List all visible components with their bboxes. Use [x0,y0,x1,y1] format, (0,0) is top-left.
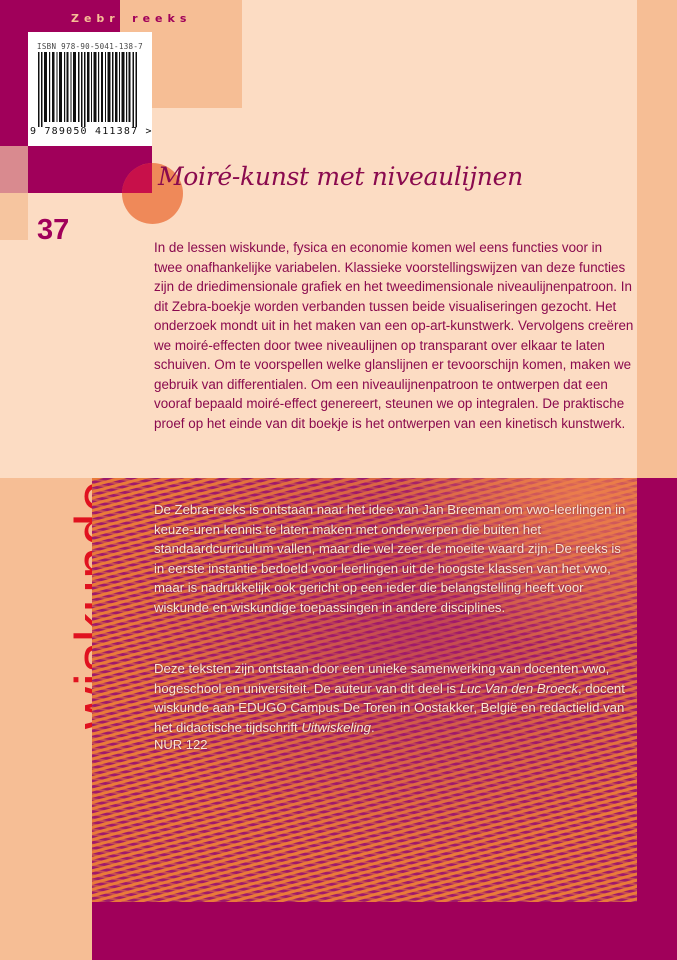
author-text-1: Deze teksten zijn ontstaan door een unieke samenwerking van docenten vwo, hogeschool en universiteit. De auteur van dit deel is [154,661,610,696]
series-label-part2: reeks [132,12,192,25]
ean-digits: 9 789050 411387 > [30,126,153,137]
author-description [154,659,634,737]
barcode-bars-icon [38,52,138,127]
series-description: De Zebra-reeks is ontstaan naar het idee van Jan Breeman om vwo-leerlingen in keuze-uren kennis te laten maken met onderwerpen die buiten het standaardcurriculum vallen, maar die wel zeer de moeite waard zijn. De reeks is in eerste instantie bedoeld voor leerlingen uit de hoogste klassen van het vwo, maar is nadrukkelijk ook gericht op een ieder die belangstelling heeft voor wiskunde en wiskundige toepassingen in andere disciplines. [154,502,626,615]
barcode [28,32,152,146]
series-label [71,12,191,25]
peach-square [0,193,28,240]
magenta-strip-bottom [92,902,677,960]
series-number: 37 [37,214,70,246]
isbn-label: ISBN 978-90-5041-138-7 [37,42,143,51]
circle-overlap-decoration [122,163,152,193]
pink-square [0,146,28,193]
intro-text: In de lessen wiskunde, fysica en economie komen wel eens functies voor in twee onafhankelijke variabelen. Klassieke voorstellingswijzen van deze functies zijn de driedimensionale grafiek en het tweedimensionale niveaulijnenpatroon. In dit Zebra-boekje worden verbanden tussen beide visualiseringen gezocht. Het onderzoek mondt uit in het maken van een op-art-kunstwerk. Vervolgens creëren we moiré-effecten door twee niveaulijnen op transparant over elkaar te laten schuiven. Om te voorspellen welke glanslijnen er tevoorschijn komen, maken we gebruik van differentialen. Om een niveaulijnenpatroon te ontwerpen dat een vooraf bepaald moiré-effect genereert, steunen we op integralen. De praktische proef op het einde van dit boekje is het ontwerpen van een kinetisch kunstwerk. [154,240,634,431]
peach-strip-right [637,0,677,478]
magenta-strip-right [637,478,677,960]
series-label-part1: Zebra [71,12,133,25]
author-text-2: , docent wiskunde aan EDUGO Campus De Toren in Oostakker, België en redactielid van het didactische tijdschrift [154,680,625,735]
journal-name: Uitwiskeling [301,719,371,735]
author-text-3: . [370,719,375,735]
book-title: Moiré-kunst met niveaulijnen [158,162,523,191]
nur-code: NUR 122 [154,737,208,752]
author-name: Luc Van den Broeck [459,680,578,696]
